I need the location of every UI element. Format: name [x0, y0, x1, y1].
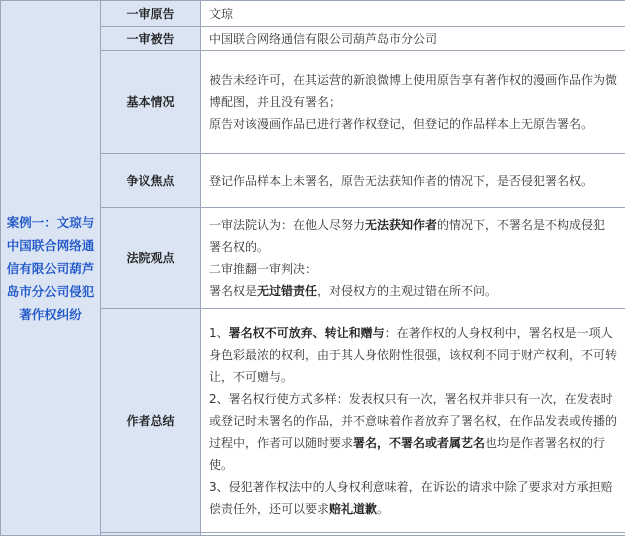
author-summary-label: 作者总结: [101, 309, 201, 533]
court-opinion-para-3: [209, 280, 617, 302]
case-title: 案例一：文琼与中国联合网络通信有限公司葫芦岛市分公司侵犯著作权纠纷: [1, 1, 101, 536]
basic-facts-cell: [201, 51, 625, 154]
court-opinion-text: 署名权是: [209, 284, 257, 298]
defendant-label: 一审被告: [101, 27, 201, 51]
court-opinion-cell: [201, 208, 625, 309]
plaintiff-label: 一审原告: [101, 1, 201, 27]
bottom-gap-label: [101, 533, 201, 536]
court-opinion-text: ，对侵权方的主观过错在所不问。: [317, 284, 497, 298]
bottom-gap-cell: [201, 533, 625, 536]
summary-text: 也均是作者署名权的行使。: [209, 436, 605, 472]
defendant-value: 中国联合网络通信有限公司葫芦岛市分公司: [201, 27, 625, 51]
court-opinion-emphasis: 无法获知作者: [365, 218, 437, 232]
basic-facts-label: 基本情况: [101, 51, 201, 154]
summary-emphasis: 署名，不署名或者属艺名: [353, 436, 485, 450]
summary-item-3: [209, 476, 617, 520]
court-opinion-para-2: 二审推翻一审判决：: [209, 258, 617, 280]
court-opinion-emphasis: 无过错责任: [257, 284, 317, 298]
summary-emphasis: 署名权不可放弃、转让和赠与: [229, 326, 385, 340]
court-opinion-para-1: [209, 214, 617, 258]
summary-item-1: [209, 322, 617, 388]
dispute-focus-value: 登记作品样本上未署名，原告无法获知作者的情况下，是否侵犯署名权。: [201, 154, 625, 208]
basic-facts-para-1: 被告未经许可，在其运营的新浪微博上使用原告享有著作权的漫画作品作为微博配图，并且没有署名；: [209, 69, 617, 113]
plaintiff-value: 文琼: [201, 1, 625, 27]
summary-text: 3、侵犯著作权法中的人身权利意味着，在诉讼的请求中除了要求对方承担赔偿责任外，还可以要求: [209, 480, 613, 516]
court-opinion-label: 法院观点: [101, 208, 201, 309]
summary-text: 。: [377, 502, 389, 516]
summary-text: 2、署名权行使方式多样：发表权只有一次，署名权并非只有一次，在发表时或登记时未署名的作品，并不意味着作者放弃了署名权，在作品发表或传播的过程中，作者可以随时要求: [209, 392, 617, 450]
basic-facts-para-2: 原告对该漫画作品已进行著作权登记，但登记的作品样本上无原告署名。: [209, 113, 617, 135]
summary-text: 1、: [209, 326, 229, 340]
author-summary-cell: [201, 309, 625, 533]
summary-item-2: [209, 388, 617, 476]
dispute-focus-label: 争议焦点: [101, 154, 201, 208]
summary-text: ：在著作权的人身权利中，署名权是一项人身色彩最浓的权利，由于其人身依附性很强，该权利不同于财产权利，不可转让，不可赠与。: [209, 326, 617, 384]
summary-emphasis: 赔礼道歉: [329, 502, 377, 516]
court-opinion-text: 的情况下，不署名是不构成侵犯署名权的。: [209, 218, 605, 254]
court-opinion-text: 一审法院认为：在他人尽努力: [209, 218, 365, 232]
